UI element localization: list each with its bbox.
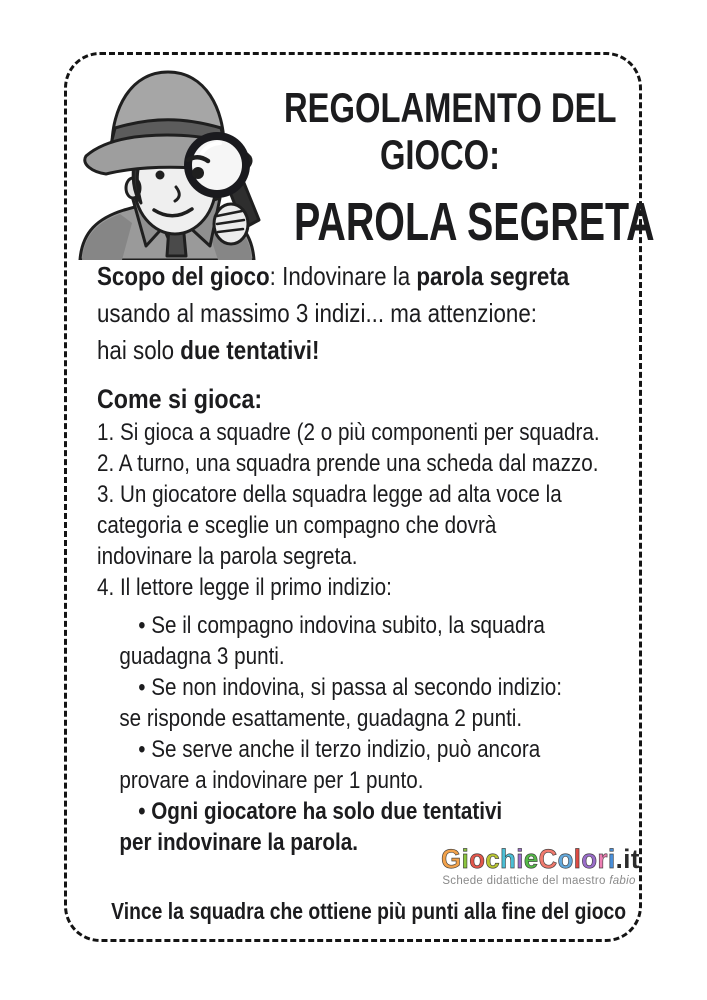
bullet-line: • Ogni giocatore ha solo due tentativi [138,798,503,825]
scoring-bullets-list [97,610,638,858]
logo-letter: o [557,844,574,874]
logo-letter: l [573,844,582,874]
rule-line: categoria e sceglie un compagno che dovrà [97,512,497,539]
rule-line: 4. Il lettore legge il primo indizio: [97,574,392,601]
title-line-1: REGOLAMENTO DEL [284,84,617,131]
rule-line: 3. Un giocatore della squadra legge ad alta voce la [97,481,562,508]
logo-letter: e [523,844,539,874]
logo-letter: o [581,844,598,874]
bullet-line: provare a indovinare per 1 punto. [119,767,424,794]
logo-letter: G [441,844,462,874]
logo-letter: C [538,844,558,874]
bullet-line: per indovinare la parola. [119,829,358,856]
logo-letter: r [597,844,609,874]
winner-note: Vince la squadra che ottiene più punti alla fine del gioco [111,898,627,924]
logo-letter: i [461,844,470,874]
how-to-play-heading: Come si gioca: [97,384,263,414]
bullet-line: guadagna 3 punti. [119,643,285,670]
bullet-line: • Se non indovina, si passa al secondo indizio: [138,674,563,701]
goal-line-1: Scopo del gioco: Indovinare la parola segreta [97,261,570,291]
goal-line-2: usando al massimo 3 indizi... ma attenzione: [97,298,537,328]
logo-letter: i [516,844,524,874]
logo-suffix: .it [615,844,640,874]
goal-line-3: hai solo due tentativi! [97,335,320,365]
page-title [240,84,655,252]
logo-letter: c [485,844,501,874]
logo-letter: i [608,844,616,874]
logo-letter: h [500,844,517,874]
logo-tagline: Schede didattiche del maestro fabio [442,875,636,887]
title-line-2: GIOCO: [379,131,501,178]
bullet-line: • Se serve anche il terzo indizio, può ancora [138,736,541,763]
title-main: PAROLA SEGRETA [294,192,655,252]
rule-line: indovinare la parola segreta. [97,543,358,570]
detective-illustration [72,60,262,260]
rule-line: 2. A turno, una squadra prende una scheda dal mazzo. [97,450,599,477]
logo-letters [441,844,615,874]
giochiecolori-logo [436,845,642,888]
numbered-rules-list [97,417,681,603]
bullet-line: • Se il compagno indovina subito, la squadra [138,612,545,639]
game-goal-paragraph [97,258,646,369]
logo-letter: o [469,844,486,874]
rule-line: 1. Si gioca a squadre (2 o più componenti per squadra. [97,419,600,446]
detective-magnifier-icon [72,60,262,260]
bullet-line: se risponde esattamente, guadagna 2 punti. [119,705,523,732]
